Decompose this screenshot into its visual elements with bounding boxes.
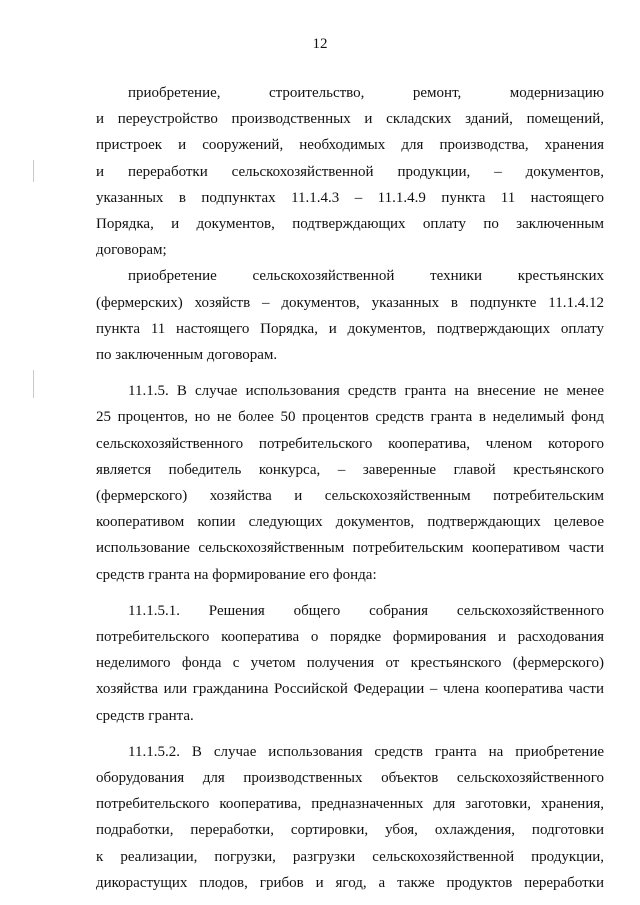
text-line: неделимого фонда с учетом получения от крестьянского (фермерского) [96, 655, 604, 672]
page-number: 12 [312, 36, 328, 52]
text-line: является победитель конкурса, – заверенные главой крестьянского [96, 461, 604, 478]
document-body [96, 80, 604, 896]
text-line: кооперативом копии следующих документов, подтверждающих целевое [96, 514, 604, 531]
paragraph-11-1-5-1 [96, 598, 604, 729]
text-line: оборудования для производственных объектов сельскохозяйственного [96, 770, 604, 787]
text-line: приобретение, строительство, ремонт, модернизацию [128, 85, 604, 101]
paragraph-construction [96, 80, 604, 263]
margin-scan-mark [33, 160, 34, 182]
text-line: Порядка, и документов, подтверждающих оплату по заключенным [96, 216, 604, 233]
margin-scan-mark [33, 370, 34, 398]
paragraph-11-1-5 [96, 378, 604, 588]
text-line: 25 процентов, но не более 50 процентов средств гранта в неделимый фонд [96, 409, 604, 426]
text-line: средств гранта. [96, 707, 194, 724]
text-line: пункта 11 настоящего Порядка, и документов, подтверждающих оплату [96, 320, 604, 337]
paragraph-11-1-5-2 [96, 739, 604, 896]
text-line: 11.1.5. В случае использования средств гранта на внесение не менее [128, 383, 604, 400]
text-line: 11.1.5.2. В случае использования средств гранта на приобретение [128, 743, 604, 760]
text-line: (фермерских) хозяйств – документов, указанных в подпункте 11.1.4.12 [96, 294, 604, 311]
paragraph-machinery [96, 263, 604, 368]
text-line: потребительского кооператива о порядке формирования и расходования [96, 629, 604, 646]
text-line: потребительского кооператива, предназначенных для заготовки, хранения, [96, 796, 604, 813]
text-line: приобретение сельскохозяйственной техники крестьянских [128, 268, 604, 285]
text-line: и переработки сельскохозяйственной продукции, – документов, [96, 163, 604, 180]
text-line: указанных в подпунктах 11.1.4.3 – 11.1.4.9 пункта 11 настоящего [96, 189, 604, 206]
text-line: использование сельскохозяйственным потребительским кооперативом части [96, 540, 604, 557]
text-line: (фермерского) хозяйства и сельскохозяйственным потребительским [96, 488, 604, 505]
text-line: дикорастущих плодов, грибов и ягод, а также продуктов переработки [96, 874, 604, 891]
text-line: и переустройство производственных и складских зданий, помещений, [96, 111, 604, 128]
text-line: 11.1.5.1. Решения общего собрания сельскохозяйственного [128, 602, 604, 619]
text-line: подработки, переработки, сортировки, убоя, охлаждения, подготовки [96, 822, 604, 839]
text-line: пристроек и сооружений, необходимых для производства, хранения [96, 137, 604, 154]
text-line: сельскохозяйственного потребительского кооператива, членом которого [96, 435, 604, 452]
text-line: к реализации, погрузки, разгрузки сельскохозяйственной продукции, [96, 848, 604, 865]
text-line: по заключенным договорам. [96, 347, 278, 364]
text-line: средств гранта на формирование его фонда: [96, 566, 377, 583]
text-line: хозяйства или гражданина Российской Федерации – члена кооператива части [96, 681, 604, 698]
text-line: договорам; [96, 242, 167, 259]
